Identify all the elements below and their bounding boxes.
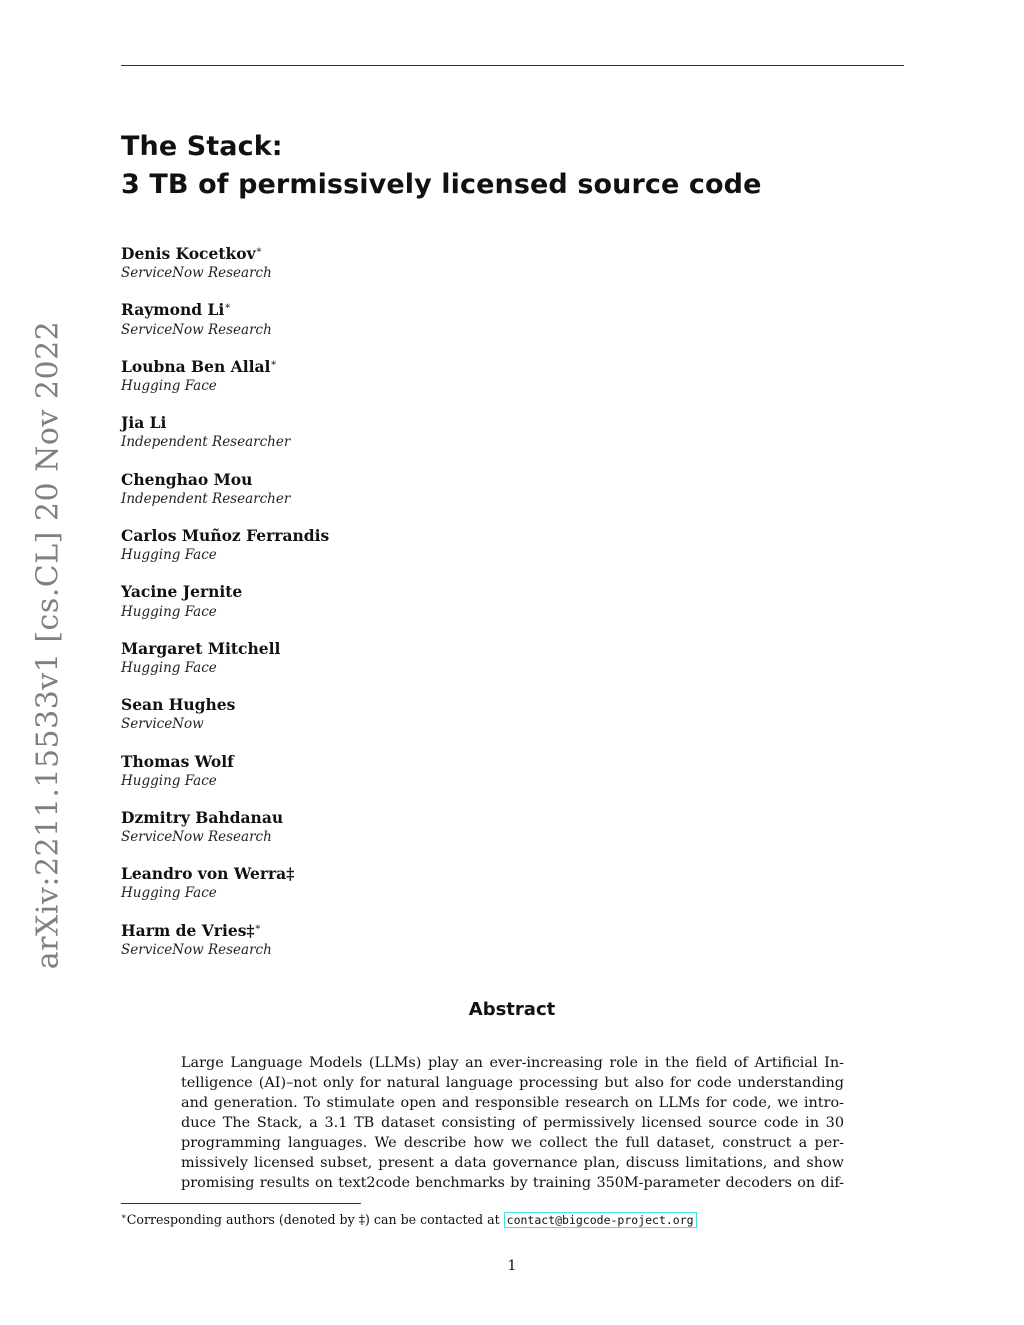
page-number: 1 bbox=[507, 1258, 517, 1274]
author-entry bbox=[121, 918, 329, 974]
author-name bbox=[121, 297, 329, 320]
author-name-text: Dzmitry Bahdanau bbox=[121, 808, 284, 828]
arxiv-identifier-stamp: arXiv:2211.15533v1 [cs.CL] 20 Nov 2022 bbox=[30, 320, 66, 970]
abstract-line: promising results on text2code benchmarks by training 350M-parameter decoders on dif- bbox=[181, 1175, 844, 1191]
author-entry bbox=[121, 579, 329, 635]
abstract-line: missively licensed subset, present a data governance plan, discuss limitations, and show bbox=[181, 1155, 844, 1171]
author-entry bbox=[121, 861, 329, 917]
author-affiliation: Hugging Face bbox=[121, 377, 217, 394]
author-entry bbox=[121, 297, 329, 353]
author-entry bbox=[121, 749, 329, 805]
author-name-text: Chenghao Mou bbox=[121, 469, 253, 489]
author-affiliation: ServiceNow Research bbox=[121, 829, 272, 846]
author-name-text: Sean Hughes bbox=[121, 695, 236, 715]
author-affiliation: Hugging Face bbox=[121, 885, 217, 902]
author-name bbox=[121, 749, 329, 772]
author-entry bbox=[121, 523, 329, 579]
author-name-text: Jia Li bbox=[121, 413, 167, 433]
author-entry bbox=[121, 354, 329, 410]
paper-title bbox=[121, 128, 762, 204]
abstract-line: programming languages. We describe how we collect the full dataset, construct a per- bbox=[181, 1135, 844, 1151]
author-affiliation: ServiceNow Research bbox=[121, 265, 272, 282]
author-name-text: Loubna Ben Allal bbox=[121, 356, 271, 376]
author-list bbox=[121, 241, 329, 974]
author-name-text: Leandro von Werra‡ bbox=[121, 864, 295, 884]
abstract-line: Large Language Models (LLMs) play an ever-increasing role in the field of Artificial In- bbox=[181, 1055, 844, 1071]
author-name-text: Raymond Li bbox=[121, 300, 225, 320]
author-affiliation: ServiceNow Research bbox=[121, 941, 272, 958]
author-mark: ∗ bbox=[270, 357, 278, 369]
author-name-text: Harm de Vries‡ bbox=[121, 920, 255, 940]
author-name bbox=[121, 523, 329, 546]
title-line-1: The Stack: bbox=[121, 131, 283, 162]
author-name bbox=[121, 410, 329, 433]
footnote bbox=[121, 1208, 697, 1229]
title-line-2: 3 TB of permissively licensed source code bbox=[121, 169, 762, 200]
author-entry bbox=[121, 805, 329, 861]
author-name bbox=[121, 241, 329, 264]
top-rule bbox=[121, 65, 904, 66]
author-name bbox=[121, 636, 329, 659]
author-name bbox=[121, 805, 329, 828]
author-affiliation: Independent Researcher bbox=[121, 434, 291, 451]
author-affiliation: ServiceNow Research bbox=[121, 321, 272, 338]
author-affiliation: Hugging Face bbox=[121, 547, 217, 564]
abstract-body bbox=[181, 1053, 844, 1193]
author-name-text: Carlos Muñoz Ferrandis bbox=[121, 526, 330, 546]
author-affiliation: Hugging Face bbox=[121, 603, 217, 620]
footnote-text: Corresponding authors (denoted by ‡) can be contacted at bbox=[126, 1212, 504, 1228]
author-entry bbox=[121, 692, 329, 748]
author-name bbox=[121, 861, 329, 884]
footnote-mark: ∗ bbox=[121, 1212, 127, 1222]
author-affiliation: ServiceNow bbox=[121, 716, 204, 733]
author-name-text: Denis Kocetkov bbox=[121, 244, 256, 264]
contact-email-link[interactable]: contact@bigcode-project.org bbox=[504, 1212, 697, 1228]
author-mark: ∗ bbox=[255, 245, 263, 256]
author-entry bbox=[121, 241, 329, 297]
author-mark: ∗ bbox=[224, 301, 232, 313]
author-affiliation: Hugging Face bbox=[121, 772, 217, 789]
author-affiliation: Hugging Face bbox=[121, 659, 217, 676]
author-name bbox=[121, 579, 329, 602]
author-name-text: Thomas Wolf bbox=[121, 751, 234, 771]
author-name bbox=[121, 692, 329, 715]
author-mark: ∗ bbox=[254, 921, 262, 933]
abstract-line: telligence (AI)–not only for natural language processing but also for code understanding bbox=[181, 1075, 844, 1091]
abstract-line: and generation. To stimulate open and responsible research on LLMs for code, we intro- bbox=[181, 1095, 844, 1111]
author-entry bbox=[121, 636, 329, 692]
footnote-rule bbox=[121, 1203, 361, 1204]
author-name bbox=[121, 918, 329, 941]
author-affiliation: Independent Researcher bbox=[121, 490, 291, 507]
author-name-text: Margaret Mitchell bbox=[121, 638, 281, 658]
author-entry bbox=[121, 410, 329, 466]
abstract-heading: Abstract bbox=[468, 999, 556, 1020]
author-entry bbox=[121, 467, 329, 523]
author-name bbox=[121, 354, 329, 377]
author-name bbox=[121, 467, 329, 490]
author-name-text: Yacine Jernite bbox=[121, 582, 243, 602]
abstract-line: duce The Stack, a 3.1 TB dataset consisting of permissively licensed source code in 30 bbox=[181, 1115, 844, 1131]
